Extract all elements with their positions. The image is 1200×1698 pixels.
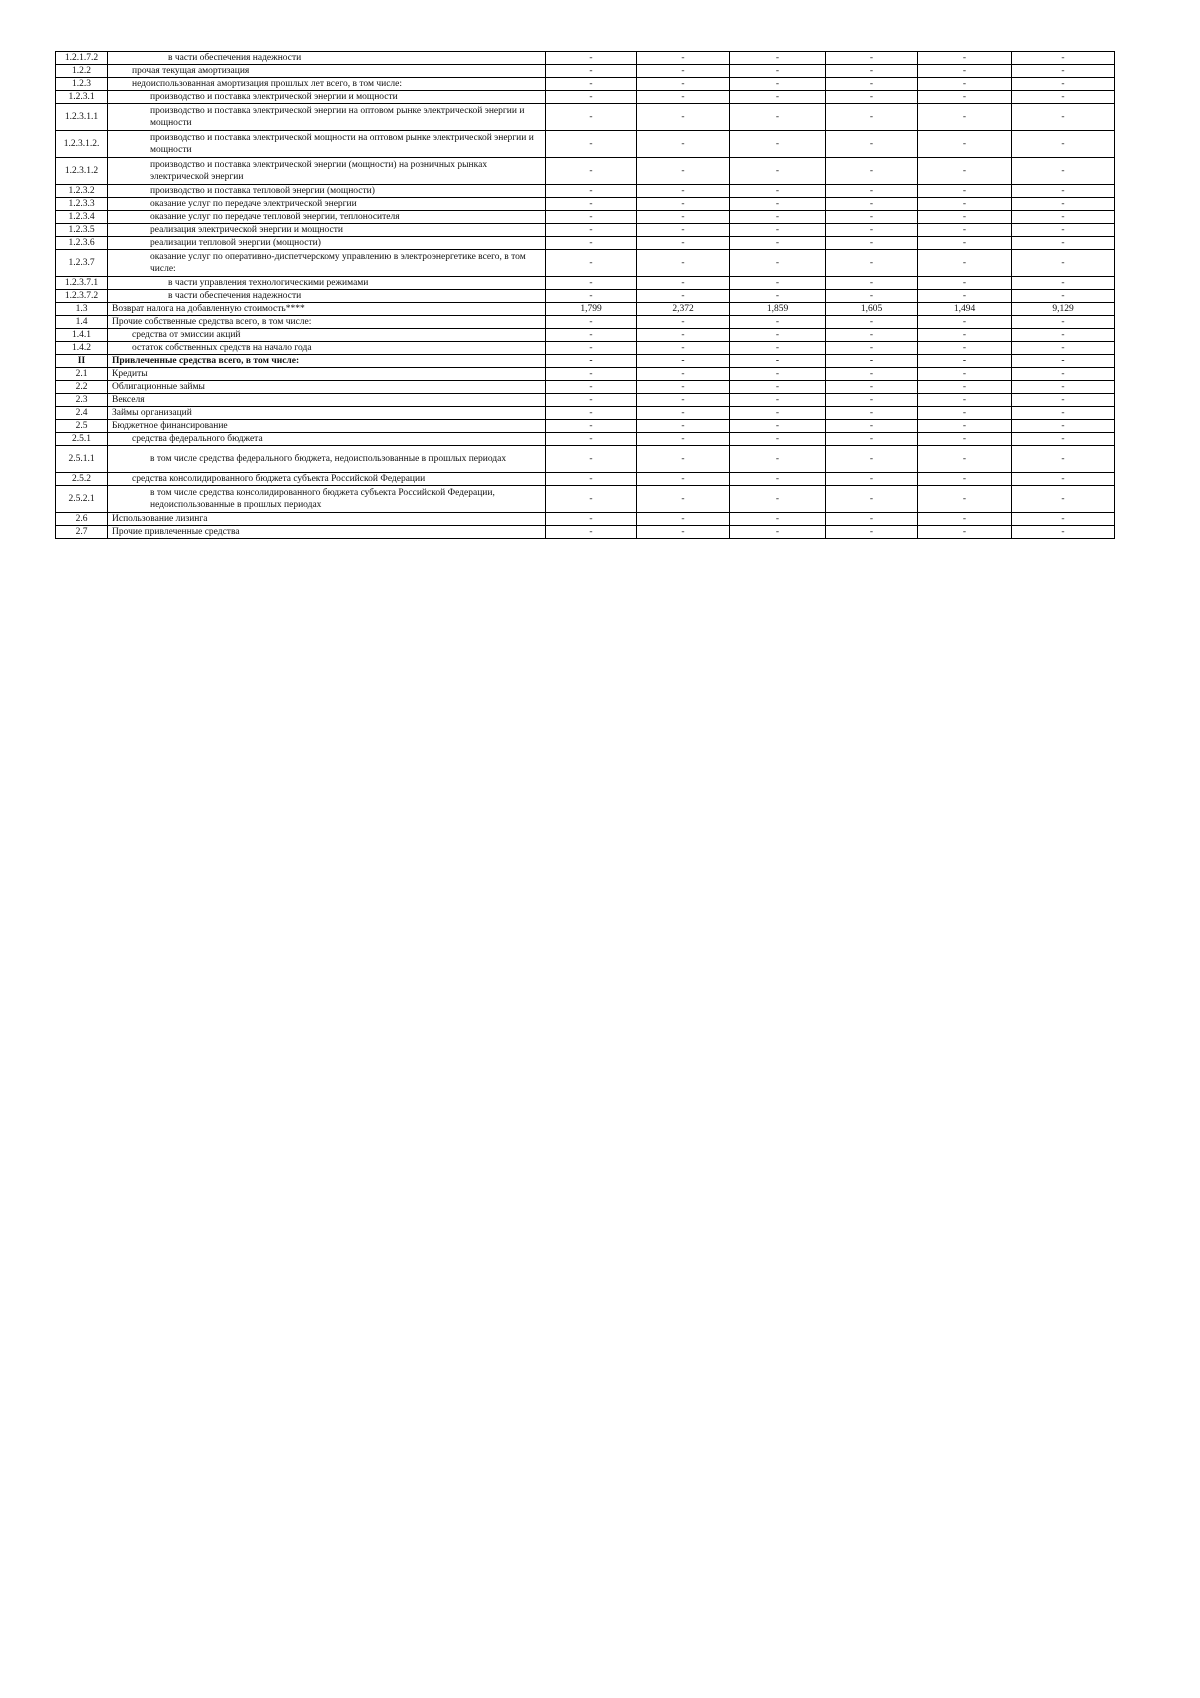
row-number-cell: 1.2.3.1.2. [56,131,108,158]
table-row [56,513,1115,526]
value-cell: - [918,473,1012,486]
value-cell: - [918,407,1012,420]
table-row [56,65,1115,78]
row-number-cell: 1.2.3.7 [56,250,108,277]
table-row [56,290,1115,303]
row-name-cell: оказание услуг по оперативно-диспетчерскому управлению в электроэнергетике всего, в том числе: [108,250,546,277]
value-cell: - [546,420,637,433]
value-cell: - [637,65,730,78]
row-name-cell: остаток собственных средств на начало года [108,342,546,355]
row-name-cell: в части обеспечения надежности [108,290,546,303]
value-cell: - [826,198,918,211]
value-cell: - [546,446,637,473]
value-cell: - [1012,250,1115,277]
value-cell: - [730,104,826,131]
value-cell: - [1012,420,1115,433]
table-row [56,303,1115,316]
value-cell: - [730,473,826,486]
value-cell: - [730,355,826,368]
row-number-cell: 2.5 [56,420,108,433]
value-cell: - [637,526,730,539]
value-cell: - [918,329,1012,342]
table-row [56,104,1115,131]
row-name-cell: Кредиты [108,368,546,381]
row-number-cell: 1.4.2 [56,342,108,355]
value-cell: - [730,91,826,104]
value-cell: - [918,78,1012,91]
value-cell: - [546,381,637,394]
value-cell: - [826,78,918,91]
value-cell: - [1012,198,1115,211]
table-row [56,420,1115,433]
value-cell: - [1012,446,1115,473]
table-row [56,486,1115,513]
value-cell: - [546,185,637,198]
table-row [56,198,1115,211]
value-cell: - [826,250,918,277]
row-name-cell: Прочие привлеченные средства [108,526,546,539]
value-cell: - [1012,91,1115,104]
value-cell: - [918,237,1012,250]
value-cell: - [1012,211,1115,224]
table-row [56,407,1115,420]
value-cell: - [1012,368,1115,381]
value-cell: - [826,446,918,473]
value-cell: - [918,52,1012,65]
value-cell: - [1012,329,1115,342]
value-cell: - [546,131,637,158]
row-name-cell: реализации тепловой энергии (мощности) [108,237,546,250]
value-cell: - [637,277,730,290]
value-cell: - [546,316,637,329]
value-cell: - [637,407,730,420]
row-number-cell: 1.4.1 [56,329,108,342]
value-cell: - [826,104,918,131]
value-cell: 2,372 [637,303,730,316]
value-cell: - [730,158,826,185]
table-row [56,224,1115,237]
row-name-cell: средства федерального бюджета [108,433,546,446]
table-row [56,185,1115,198]
value-cell: - [826,65,918,78]
funding-sources-table [55,51,1115,539]
value-cell: 1,799 [546,303,637,316]
value-cell: 1,859 [730,303,826,316]
value-cell: - [730,65,826,78]
row-name-cell: реализация электрической энергии и мощности [108,224,546,237]
value-cell: 9,129 [1012,303,1115,316]
value-cell: - [637,211,730,224]
value-cell: - [546,158,637,185]
row-name-cell: Облигационные займы [108,381,546,394]
row-number-cell: 2.4 [56,407,108,420]
value-cell: - [826,486,918,513]
value-cell: - [918,433,1012,446]
row-number-cell: 1.2.3.3 [56,198,108,211]
row-name-cell: производство и поставка электрической энергии (мощности) на розничных рынках электрической энергии [108,158,546,185]
value-cell: - [1012,513,1115,526]
value-cell: - [918,211,1012,224]
value-cell: - [918,277,1012,290]
value-cell: - [637,224,730,237]
row-name-cell: недоиспользованная амортизация прошлых лет всего, в том числе: [108,78,546,91]
table-row [56,381,1115,394]
value-cell: - [546,473,637,486]
value-cell: - [730,329,826,342]
value-cell: - [918,446,1012,473]
value-cell: - [730,368,826,381]
row-number-cell: 2.6 [56,513,108,526]
value-cell: - [826,316,918,329]
row-number-cell: 1.4 [56,316,108,329]
value-cell: - [918,91,1012,104]
value-cell: - [637,237,730,250]
value-cell: - [826,394,918,407]
value-cell: - [730,316,826,329]
value-cell: - [1012,355,1115,368]
document-page [55,51,1114,539]
value-cell: - [918,368,1012,381]
value-cell: - [730,420,826,433]
value-cell: - [1012,237,1115,250]
value-cell: - [637,91,730,104]
value-cell: - [918,486,1012,513]
row-number-cell: 1.2.3.4 [56,211,108,224]
row-name-cell: Займы организаций [108,407,546,420]
value-cell: - [546,198,637,211]
row-number-cell: 1.2.3.7.2 [56,290,108,303]
row-number-cell: 2.7 [56,526,108,539]
table-row [56,52,1115,65]
value-cell: - [637,131,730,158]
value-cell: - [546,52,637,65]
value-cell: - [1012,104,1115,131]
value-cell: - [1012,407,1115,420]
value-cell: - [1012,290,1115,303]
value-cell: - [918,185,1012,198]
value-cell: - [546,355,637,368]
row-number-cell: 2.5.2.1 [56,486,108,513]
value-cell: - [637,316,730,329]
value-cell: - [1012,316,1115,329]
value-cell: - [546,329,637,342]
table-row [56,394,1115,407]
table-row [56,446,1115,473]
value-cell: - [637,290,730,303]
value-cell: - [637,198,730,211]
value-cell: - [1012,473,1115,486]
table-row [56,368,1115,381]
value-cell: - [730,433,826,446]
value-cell: - [730,224,826,237]
value-cell: - [546,211,637,224]
value-cell: - [637,368,730,381]
value-cell: - [730,486,826,513]
value-cell: - [637,342,730,355]
value-cell: - [1012,277,1115,290]
value-cell: - [826,433,918,446]
row-number-cell: 2.5.2 [56,473,108,486]
row-number-cell: 1.2.3.7.1 [56,277,108,290]
row-name-cell: Привлеченные средства всего, в том числе: [108,355,546,368]
value-cell: - [826,473,918,486]
value-cell: - [730,131,826,158]
value-cell: - [730,52,826,65]
value-cell: - [637,78,730,91]
row-name-cell: в том числе средства консолидированного бюджета субъекта Российской Федерации, недоиспользованные в прошлых периодах [108,486,546,513]
value-cell: - [918,355,1012,368]
row-number-cell: 1.2.3.2 [56,185,108,198]
row-number-cell: 2.5.1 [56,433,108,446]
value-cell: - [1012,78,1115,91]
value-cell: - [546,407,637,420]
table-row [56,316,1115,329]
row-name-cell: Использование лизинга [108,513,546,526]
value-cell: - [918,198,1012,211]
row-number-cell: II [56,355,108,368]
table-row [56,473,1115,486]
row-name-cell: производство и поставка электрической энергии и мощности [108,91,546,104]
value-cell: - [918,250,1012,277]
value-cell: - [1012,526,1115,539]
value-cell: - [546,290,637,303]
value-cell: - [730,211,826,224]
value-cell: - [546,526,637,539]
value-cell: - [918,224,1012,237]
value-cell: - [637,381,730,394]
table-row [56,211,1115,224]
value-cell: - [826,52,918,65]
value-cell: - [1012,131,1115,158]
value-cell: - [730,290,826,303]
value-cell: - [730,277,826,290]
value-cell: - [637,433,730,446]
row-number-cell: 1.2.3.1.1 [56,104,108,131]
value-cell: - [546,104,637,131]
value-cell: - [826,185,918,198]
value-cell: - [826,158,918,185]
value-cell: - [826,131,918,158]
row-name-cell: производство и поставка тепловой энергии (мощности) [108,185,546,198]
row-number-cell: 1.2.3 [56,78,108,91]
row-name-cell: средства консолидированного бюджета субъекта Российской Федерации [108,473,546,486]
value-cell: - [730,526,826,539]
value-cell: - [1012,381,1115,394]
value-cell: - [826,368,918,381]
row-name-cell: прочая текущая амортизация [108,65,546,78]
value-cell: - [918,381,1012,394]
table-body [56,52,1115,539]
value-cell: - [826,91,918,104]
table-row [56,237,1115,250]
value-cell: - [826,211,918,224]
row-name-cell: в том числе средства федерального бюджета, недоиспользованные в прошлых периодах [108,446,546,473]
value-cell: - [637,513,730,526]
value-cell: - [730,185,826,198]
value-cell: - [1012,433,1115,446]
value-cell: - [546,277,637,290]
row-name-cell: в части обеспечения надежности [108,52,546,65]
value-cell: - [918,394,1012,407]
table-row [56,433,1115,446]
row-name-cell: оказание услуг по передаче электрической энергии [108,198,546,211]
value-cell: - [918,513,1012,526]
value-cell: - [826,513,918,526]
row-number-cell: 2.5.1.1 [56,446,108,473]
row-name-cell: Прочие собственные средства всего, в том числе: [108,316,546,329]
value-cell: - [546,513,637,526]
row-name-cell: оказание услуг по передаче тепловой энергии, теплоносителя [108,211,546,224]
row-name-cell: Возврат налога на добавленную стоимость**** [108,303,546,316]
value-cell: - [826,526,918,539]
table-row [56,277,1115,290]
value-cell: - [637,355,730,368]
table-row [56,158,1115,185]
table-row [56,131,1115,158]
value-cell: - [730,78,826,91]
value-cell: - [546,394,637,407]
value-cell: - [826,355,918,368]
row-name-cell: Бюджетное финансирование [108,420,546,433]
value-cell: - [826,224,918,237]
value-cell: - [730,237,826,250]
row-number-cell: 2.3 [56,394,108,407]
row-name-cell: производство и поставка электрической энергии на оптовом рынке электрической энергии и мощности [108,104,546,131]
value-cell: - [637,394,730,407]
value-cell: - [546,78,637,91]
value-cell: - [637,329,730,342]
table-row [56,355,1115,368]
value-cell: - [546,486,637,513]
value-cell: - [1012,185,1115,198]
value-cell: - [1012,65,1115,78]
value-cell: - [546,224,637,237]
row-number-cell: 2.2 [56,381,108,394]
value-cell: - [730,198,826,211]
value-cell: - [918,131,1012,158]
value-cell: - [730,381,826,394]
row-number-cell: 2.1 [56,368,108,381]
value-cell: 1,605 [826,303,918,316]
value-cell: - [826,290,918,303]
row-number-cell: 1.2.3.1 [56,91,108,104]
value-cell: - [730,446,826,473]
row-number-cell: 1.2.3.6 [56,237,108,250]
value-cell: - [637,250,730,277]
value-cell: - [918,104,1012,131]
row-name-cell: Векселя [108,394,546,407]
value-cell: - [1012,158,1115,185]
value-cell: - [1012,342,1115,355]
table-row [56,329,1115,342]
table-row [56,78,1115,91]
value-cell: - [918,342,1012,355]
value-cell: - [730,407,826,420]
value-cell: - [826,342,918,355]
value-cell: - [1012,52,1115,65]
value-cell: - [637,486,730,513]
row-name-cell: в части управления технологическими режимами [108,277,546,290]
value-cell: - [918,526,1012,539]
value-cell: - [826,237,918,250]
value-cell: - [826,420,918,433]
value-cell: - [826,407,918,420]
value-cell: - [546,433,637,446]
value-cell: - [918,420,1012,433]
table-row [56,91,1115,104]
row-name-cell: производство и поставка электрической мощности на оптовом рынке электрической энергии и мощности [108,131,546,158]
value-cell: - [546,91,637,104]
table-row [56,526,1115,539]
row-number-cell: 1.2.3.5 [56,224,108,237]
value-cell: - [918,290,1012,303]
value-cell: - [1012,394,1115,407]
value-cell: - [637,104,730,131]
table-row [56,342,1115,355]
value-cell: - [637,446,730,473]
value-cell: - [546,237,637,250]
value-cell: - [730,513,826,526]
value-cell: - [918,316,1012,329]
value-cell: - [826,329,918,342]
value-cell: - [730,394,826,407]
value-cell: - [637,420,730,433]
value-cell: - [1012,486,1115,513]
value-cell: 1,494 [918,303,1012,316]
value-cell: - [637,473,730,486]
row-number-cell: 1.2.1.7.2 [56,52,108,65]
value-cell: - [546,368,637,381]
row-number-cell: 1.2.2 [56,65,108,78]
value-cell: - [918,65,1012,78]
value-cell: - [730,250,826,277]
value-cell: - [546,250,637,277]
value-cell: - [546,65,637,78]
value-cell: - [826,277,918,290]
value-cell: - [546,342,637,355]
row-name-cell: средства от эмиссии акций [108,329,546,342]
value-cell: - [826,381,918,394]
value-cell: - [730,342,826,355]
value-cell: - [1012,224,1115,237]
table-row [56,250,1115,277]
value-cell: - [637,158,730,185]
value-cell: - [637,185,730,198]
value-cell: - [918,158,1012,185]
row-number-cell: 1.2.3.1.2 [56,158,108,185]
value-cell: - [637,52,730,65]
row-number-cell: 1.3 [56,303,108,316]
